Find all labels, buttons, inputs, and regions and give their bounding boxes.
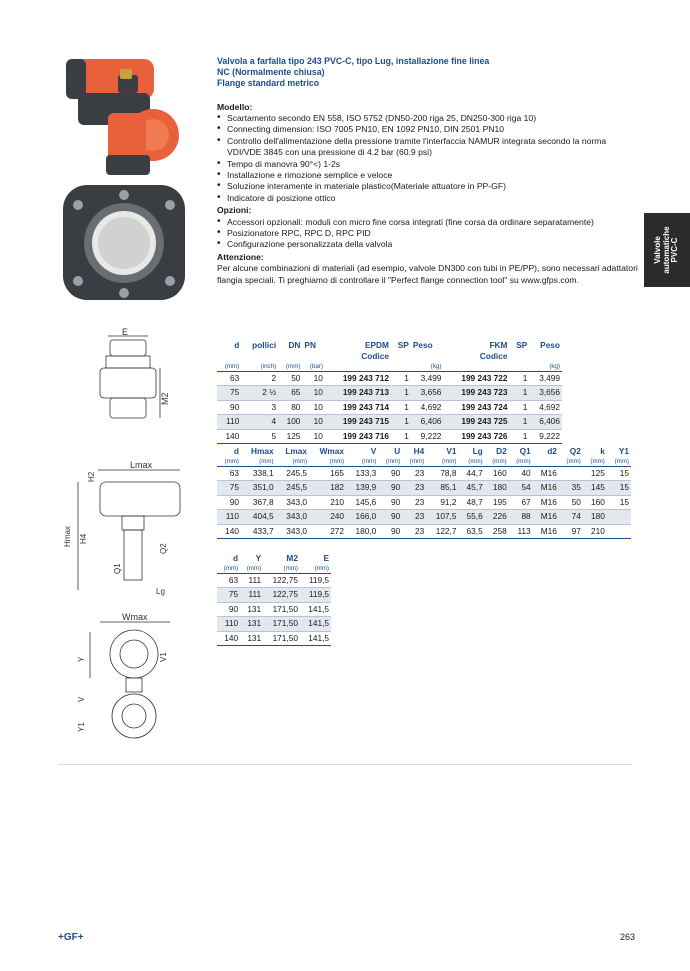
table-cell: 23 <box>402 510 426 524</box>
table-cell: 171,50 <box>263 631 300 645</box>
table-cell: 6,406 <box>529 415 562 429</box>
label-h4: H4 <box>79 533 88 544</box>
table-row <box>217 602 331 616</box>
table-cell: 141,5 <box>300 631 331 645</box>
table-cell: 133,3 <box>346 467 378 481</box>
table-cell: 97 <box>559 524 583 538</box>
table-cell: 131 <box>240 617 263 631</box>
title-line: Valvola a farfalla tipo 243 PVC-C, tipo Lug, installazione fine linea <box>217 56 490 66</box>
units-row <box>217 457 631 467</box>
table-cell: 23 <box>402 481 426 495</box>
table-cell: 343,0 <box>276 495 309 509</box>
table-cell: 100 <box>278 415 302 429</box>
table-cell: 199 243 725 <box>443 415 509 429</box>
table-cell: 15 <box>607 467 631 481</box>
table-cell: 145,6 <box>346 495 378 509</box>
list-item: • Soluzione interamente in materiale plastico(Materiale attuatore in PP-GF) <box>217 181 642 192</box>
col-header: M2 <box>286 553 298 563</box>
col-header: H4 <box>413 446 425 456</box>
table-cell: 75 <box>217 386 241 400</box>
table-cell: 54 <box>509 481 533 495</box>
table-cell: 23 <box>402 524 426 538</box>
table-cell: 15 <box>607 495 631 509</box>
side-tab-line: Valvole <box>653 236 663 264</box>
table-row <box>217 467 631 481</box>
table-cell: 165 <box>309 467 346 481</box>
table-cell: 75 <box>217 588 240 602</box>
unit: (mm) <box>263 564 300 574</box>
table-row <box>217 481 631 495</box>
table-cell: 10 <box>302 429 324 443</box>
table-row <box>217 524 631 538</box>
label-y: Y <box>77 656 86 662</box>
table-cell: 195 <box>485 495 509 509</box>
col-header: D2 <box>496 446 507 456</box>
col-header: Wmax <box>319 446 345 456</box>
table-cell <box>607 510 631 524</box>
unit: (inch) <box>241 362 278 372</box>
table-cell: 90 <box>378 495 402 509</box>
dimension-drawing-front <box>60 460 200 605</box>
table-cell: 1 <box>391 400 411 414</box>
table-cell: 63 <box>217 467 241 481</box>
table-cell: 1 <box>391 429 411 443</box>
table-cell: 343,0 <box>276 524 309 538</box>
table-cell: 23 <box>402 495 426 509</box>
table-row <box>217 372 562 386</box>
unit: (mm) <box>309 457 346 467</box>
title-line: Flange standard metrico <box>217 78 320 89</box>
table-cell: 75 <box>217 481 241 495</box>
order-table <box>217 340 562 444</box>
table-cell: 74 <box>559 510 583 524</box>
col-header: Q2 <box>569 446 581 456</box>
table-cell: 10 <box>302 372 324 386</box>
table-cell: 182 <box>309 481 346 495</box>
table-cell: 10 <box>302 400 324 414</box>
units-row <box>217 362 562 372</box>
table-row <box>217 415 562 429</box>
table-cell: 199 243 726 <box>443 429 509 443</box>
table-row <box>217 495 631 509</box>
list-item: • Indicatore di posizione ottico <box>217 193 642 204</box>
table-cell: 63 <box>217 574 240 588</box>
table-cell: 23 <box>402 467 426 481</box>
table-cell: 131 <box>240 631 263 645</box>
unit: (mm) <box>217 564 240 574</box>
table-cell: 5 <box>241 429 278 443</box>
col-header: Peso <box>540 340 560 350</box>
list-item: • Configurazione personalizzata della valvola <box>217 239 642 250</box>
unit: (mm) <box>276 457 309 467</box>
col-header: SP <box>516 340 528 350</box>
table-cell: 63,5 <box>458 524 484 538</box>
table-cell: 272 <box>309 524 346 538</box>
unit: (mm) <box>402 457 426 467</box>
table-row <box>217 617 331 631</box>
label-v: V <box>77 696 86 702</box>
label-y1: Y1 <box>77 722 86 732</box>
col-header: FKM <box>489 340 508 350</box>
table-cell: 90 <box>217 400 241 414</box>
table-cell: 1 <box>391 386 411 400</box>
col-header: pollici <box>252 340 277 350</box>
table-cell <box>607 524 631 538</box>
unit: (mm) <box>559 457 583 467</box>
table-cell: 1 <box>509 400 529 414</box>
table-cell: 180 <box>485 481 509 495</box>
side-tab-line: PVC-C <box>670 237 680 263</box>
table-cell: 141,5 <box>300 602 331 616</box>
table-cell: 351,0 <box>241 481 276 495</box>
table-cell: 50 <box>559 495 583 509</box>
table-cell: 6,406 <box>411 415 444 429</box>
table-cell: 3,656 <box>411 386 444 400</box>
table-cell: 10 <box>302 415 324 429</box>
table-cell: 245,5 <box>276 481 309 495</box>
attention-text: Per alcune combinazioni di materiali (ad esempio, valvole DN300 con tubi in PE/PP), sono necessari adattatori flangia speciali. Ti preghiamo di controllare il "Perfect flange connection tool" su www.gfps.com. <box>217 263 638 285</box>
section-side-tab <box>644 213 690 287</box>
table-cell: 90 <box>378 467 402 481</box>
col-header: E <box>323 553 329 563</box>
list-item: • Tempo di manovra 90°<) 1-2s <box>217 159 642 170</box>
table-cell: 145 <box>583 481 607 495</box>
col-header: Codice <box>479 351 508 361</box>
dimensions-table-body <box>217 467 631 539</box>
table-cell: 1 <box>391 372 411 386</box>
col-header: V1 <box>446 446 457 456</box>
table-cell: 125 <box>278 429 302 443</box>
table-cell: 122,75 <box>263 574 300 588</box>
title-line: NC (Normalmente chiusa) <box>217 67 325 78</box>
table-cell: 166,0 <box>346 510 378 524</box>
table-cell: 2 ½ <box>241 386 278 400</box>
table-cell: 171,50 <box>263 602 300 616</box>
table-row <box>217 510 631 524</box>
col-header: EPDM <box>364 340 389 350</box>
table-header-row <box>217 553 331 564</box>
table-cell: 90 <box>378 524 402 538</box>
col-header: Y <box>255 553 262 563</box>
list-item: • Connecting dimension: ISO 7005 PN10, EN 1092 PN10, DIN 2501 PN10 <box>217 124 642 135</box>
table-cell: 433,7 <box>241 524 276 538</box>
table-cell: 90 <box>378 481 402 495</box>
dimension-drawing-side <box>60 328 200 428</box>
table-row <box>217 429 562 443</box>
model-heading: Modello: <box>217 101 253 112</box>
table-cell: M16 <box>533 481 559 495</box>
unit: (mm) <box>426 457 458 467</box>
table-cell: 122,7 <box>426 524 458 538</box>
table-cell: 404,5 <box>241 510 276 524</box>
table-cell: 199 243 724 <box>443 400 509 414</box>
unit <box>533 457 559 467</box>
options-heading: Opzioni: <box>217 205 252 216</box>
table-cell: 3,656 <box>529 386 562 400</box>
table-cell: 3 <box>241 400 278 414</box>
valve-product-photo <box>58 55 198 305</box>
label-h2: H2 <box>87 471 96 482</box>
col-header: d <box>234 340 240 350</box>
table-cell: 113 <box>509 524 533 538</box>
model-list <box>217 113 642 204</box>
table-cell: 160 <box>485 467 509 481</box>
label-lmax: Lmax <box>130 460 153 470</box>
table-cell: 140 <box>217 631 240 645</box>
col-header: k <box>600 446 605 456</box>
label-q2: Q2 <box>159 543 168 554</box>
table-cell: 199 243 715 <box>325 415 391 429</box>
unit: (mm) <box>485 457 509 467</box>
unit: (mm) <box>217 362 241 372</box>
table-row <box>217 588 331 602</box>
table-cell: 258 <box>485 524 509 538</box>
unit: (mm) <box>346 457 378 467</box>
unit: (mm) <box>378 457 402 467</box>
table-cell: 210 <box>309 495 346 509</box>
col-header: Lg <box>472 446 483 456</box>
label-m2: M2 <box>160 392 170 405</box>
list-item: • Controllo dell'alimentazione della pressione tramite l'interfaccia NAMUR integrata secondo la norma VDI/VDE 3845 con una pressione di 4.2 bar (60.9 psi) <box>217 136 642 159</box>
table-cell: 110 <box>217 415 241 429</box>
table-cell: 107,5 <box>426 510 458 524</box>
table-cell: 180 <box>583 510 607 524</box>
col-header: Y1 <box>618 446 629 456</box>
table-cell: 88 <box>509 510 533 524</box>
table-cell: 67 <box>509 495 533 509</box>
table-cell: 199 243 722 <box>443 372 509 386</box>
unit: (kg) <box>529 362 562 372</box>
table-cell: 119,5 <box>300 588 331 602</box>
dimension-drawing-top <box>60 612 200 742</box>
table-cell: 90 <box>217 495 241 509</box>
table-cell: 65 <box>278 386 302 400</box>
table-cell: 55,6 <box>458 510 484 524</box>
label-v1: V1 <box>159 652 168 662</box>
table-cell: 9,222 <box>529 429 562 443</box>
table-cell: 35 <box>559 481 583 495</box>
extra-dimensions-table-body <box>217 574 331 646</box>
table-cell: 131 <box>240 602 263 616</box>
table-cell: 48,7 <box>458 495 484 509</box>
table-cell: 3,499 <box>411 372 444 386</box>
col-header: Hmax <box>251 446 274 456</box>
table-cell: 240 <box>309 510 346 524</box>
table-cell: 111 <box>240 588 263 602</box>
table-cell: 40 <box>509 467 533 481</box>
table-cell: 111 <box>240 574 263 588</box>
table-cell: 141,5 <box>300 617 331 631</box>
list-item: • Installazione e rimozione semplice e veloce <box>217 170 642 181</box>
table-cell: 45,7 <box>458 481 484 495</box>
table-cell: 140 <box>217 524 241 538</box>
unit: (mm) <box>217 457 241 467</box>
unit: (mm) <box>509 457 533 467</box>
label-lg: Lg <box>156 587 165 596</box>
table-cell <box>559 467 583 481</box>
table-cell: 9,222 <box>411 429 444 443</box>
col-header: U <box>394 446 401 456</box>
table-cell: M16 <box>533 467 559 481</box>
table-cell: 78,8 <box>426 467 458 481</box>
product-title <box>217 56 642 90</box>
table-cell: 171,50 <box>263 617 300 631</box>
unit: (mm) <box>278 362 302 372</box>
table-header-row <box>217 340 562 351</box>
col-header: V <box>370 446 377 456</box>
table-cell: 160 <box>583 495 607 509</box>
table-cell: 180,0 <box>346 524 378 538</box>
extra-dimensions-table <box>217 553 331 646</box>
table-cell: 1 <box>509 415 529 429</box>
table-cell: M16 <box>533 510 559 524</box>
table-cell: 139,9 <box>346 481 378 495</box>
label-hmax: Hmax <box>63 526 72 547</box>
page-number: 263 <box>620 932 636 942</box>
table-cell: 15 <box>607 481 631 495</box>
col-header: d <box>233 553 239 563</box>
dimensions-table <box>217 446 631 539</box>
label-q1: Q1 <box>113 563 122 574</box>
table-cell: M16 <box>533 524 559 538</box>
table-cell: 199 243 712 <box>325 372 391 386</box>
table-cell: 1 <box>509 386 529 400</box>
attention-heading: Attenzione: <box>217 251 264 262</box>
label-e: E <box>122 328 129 337</box>
table-cell: 63 <box>217 372 241 386</box>
table-cell: 110 <box>217 510 241 524</box>
table-cell: 1 <box>391 415 411 429</box>
table-row <box>217 386 562 400</box>
table-row <box>217 574 331 588</box>
col-header: d2 <box>547 446 557 456</box>
table-cell: 85,1 <box>426 481 458 495</box>
table-cell: 119,5 <box>300 574 331 588</box>
table-cell: 44,7 <box>458 467 484 481</box>
table-cell: 10 <box>302 386 324 400</box>
col-header: SP <box>397 340 409 350</box>
table-header-row <box>217 351 562 362</box>
order-table-body <box>217 372 562 444</box>
table-cell: 226 <box>485 510 509 524</box>
table-cell: 50 <box>278 372 302 386</box>
table-row <box>217 631 331 645</box>
col-header: DN <box>288 340 301 350</box>
unit: (mm) <box>607 457 631 467</box>
table-cell: 199 243 713 <box>325 386 391 400</box>
table-cell: 90 <box>217 602 240 616</box>
units-row <box>217 564 331 574</box>
unit: (kg) <box>411 362 444 372</box>
col-header: PN <box>304 340 316 350</box>
table-cell: 122,75 <box>263 588 300 602</box>
table-header-row <box>217 446 631 457</box>
table-cell: 338,1 <box>241 467 276 481</box>
table-cell: 343,0 <box>276 510 309 524</box>
col-header: d <box>233 446 239 456</box>
unit: (mm) <box>583 457 607 467</box>
table-cell: 245,5 <box>276 467 309 481</box>
table-cell: 90 <box>378 510 402 524</box>
table-cell: 199 243 716 <box>325 429 391 443</box>
table-cell: 110 <box>217 617 240 631</box>
table-cell: 4 <box>241 415 278 429</box>
list-item: • Accessori opzionali: moduli con micro fine corsa integrati (fine corsa da ordinare separatamente) <box>217 217 642 228</box>
unit: (mm) <box>240 564 263 574</box>
table-cell: 91,2 <box>426 495 458 509</box>
table-cell: 1 <box>509 429 529 443</box>
unit: (bar) <box>302 362 324 372</box>
col-header: Peso <box>412 340 433 350</box>
unit: (mm) <box>300 564 331 574</box>
col-header: Lmax <box>285 446 308 456</box>
side-tab-line: automatiche <box>661 226 671 274</box>
label-wmax: Wmax <box>122 612 148 622</box>
table-cell: 367,8 <box>241 495 276 509</box>
list-item: • Scartamento secondo EN 558, ISO 5752 (DN50-200 riga 25, DN250-300 riga 10) <box>217 113 642 124</box>
table-cell: 3,499 <box>529 372 562 386</box>
gf-logo: +GF+ <box>58 932 84 943</box>
table-cell: 4,692 <box>529 400 562 414</box>
unit: (mm) <box>241 457 276 467</box>
table-row <box>217 400 562 414</box>
side-tab-label <box>654 226 680 273</box>
table-cell: 199 243 723 <box>443 386 509 400</box>
table-cell: 1 <box>509 372 529 386</box>
footer-divider <box>58 764 632 765</box>
unit: (mm) <box>458 457 484 467</box>
table-cell: 140 <box>217 429 241 443</box>
table-cell: 4,692 <box>411 400 444 414</box>
table-cell: 2 <box>241 372 278 386</box>
col-header: Q1 <box>519 446 531 456</box>
list-item: • Posizionatore RPC, RPC D, RPC PID <box>217 228 642 239</box>
table-cell: M16 <box>533 495 559 509</box>
table-cell: 125 <box>583 467 607 481</box>
table-cell: 210 <box>583 524 607 538</box>
product-description <box>217 56 642 286</box>
col-header: Codice <box>361 351 389 361</box>
table-cell: 80 <box>278 400 302 414</box>
options-list <box>217 217 642 251</box>
table-cell: 199 243 714 <box>325 400 391 414</box>
